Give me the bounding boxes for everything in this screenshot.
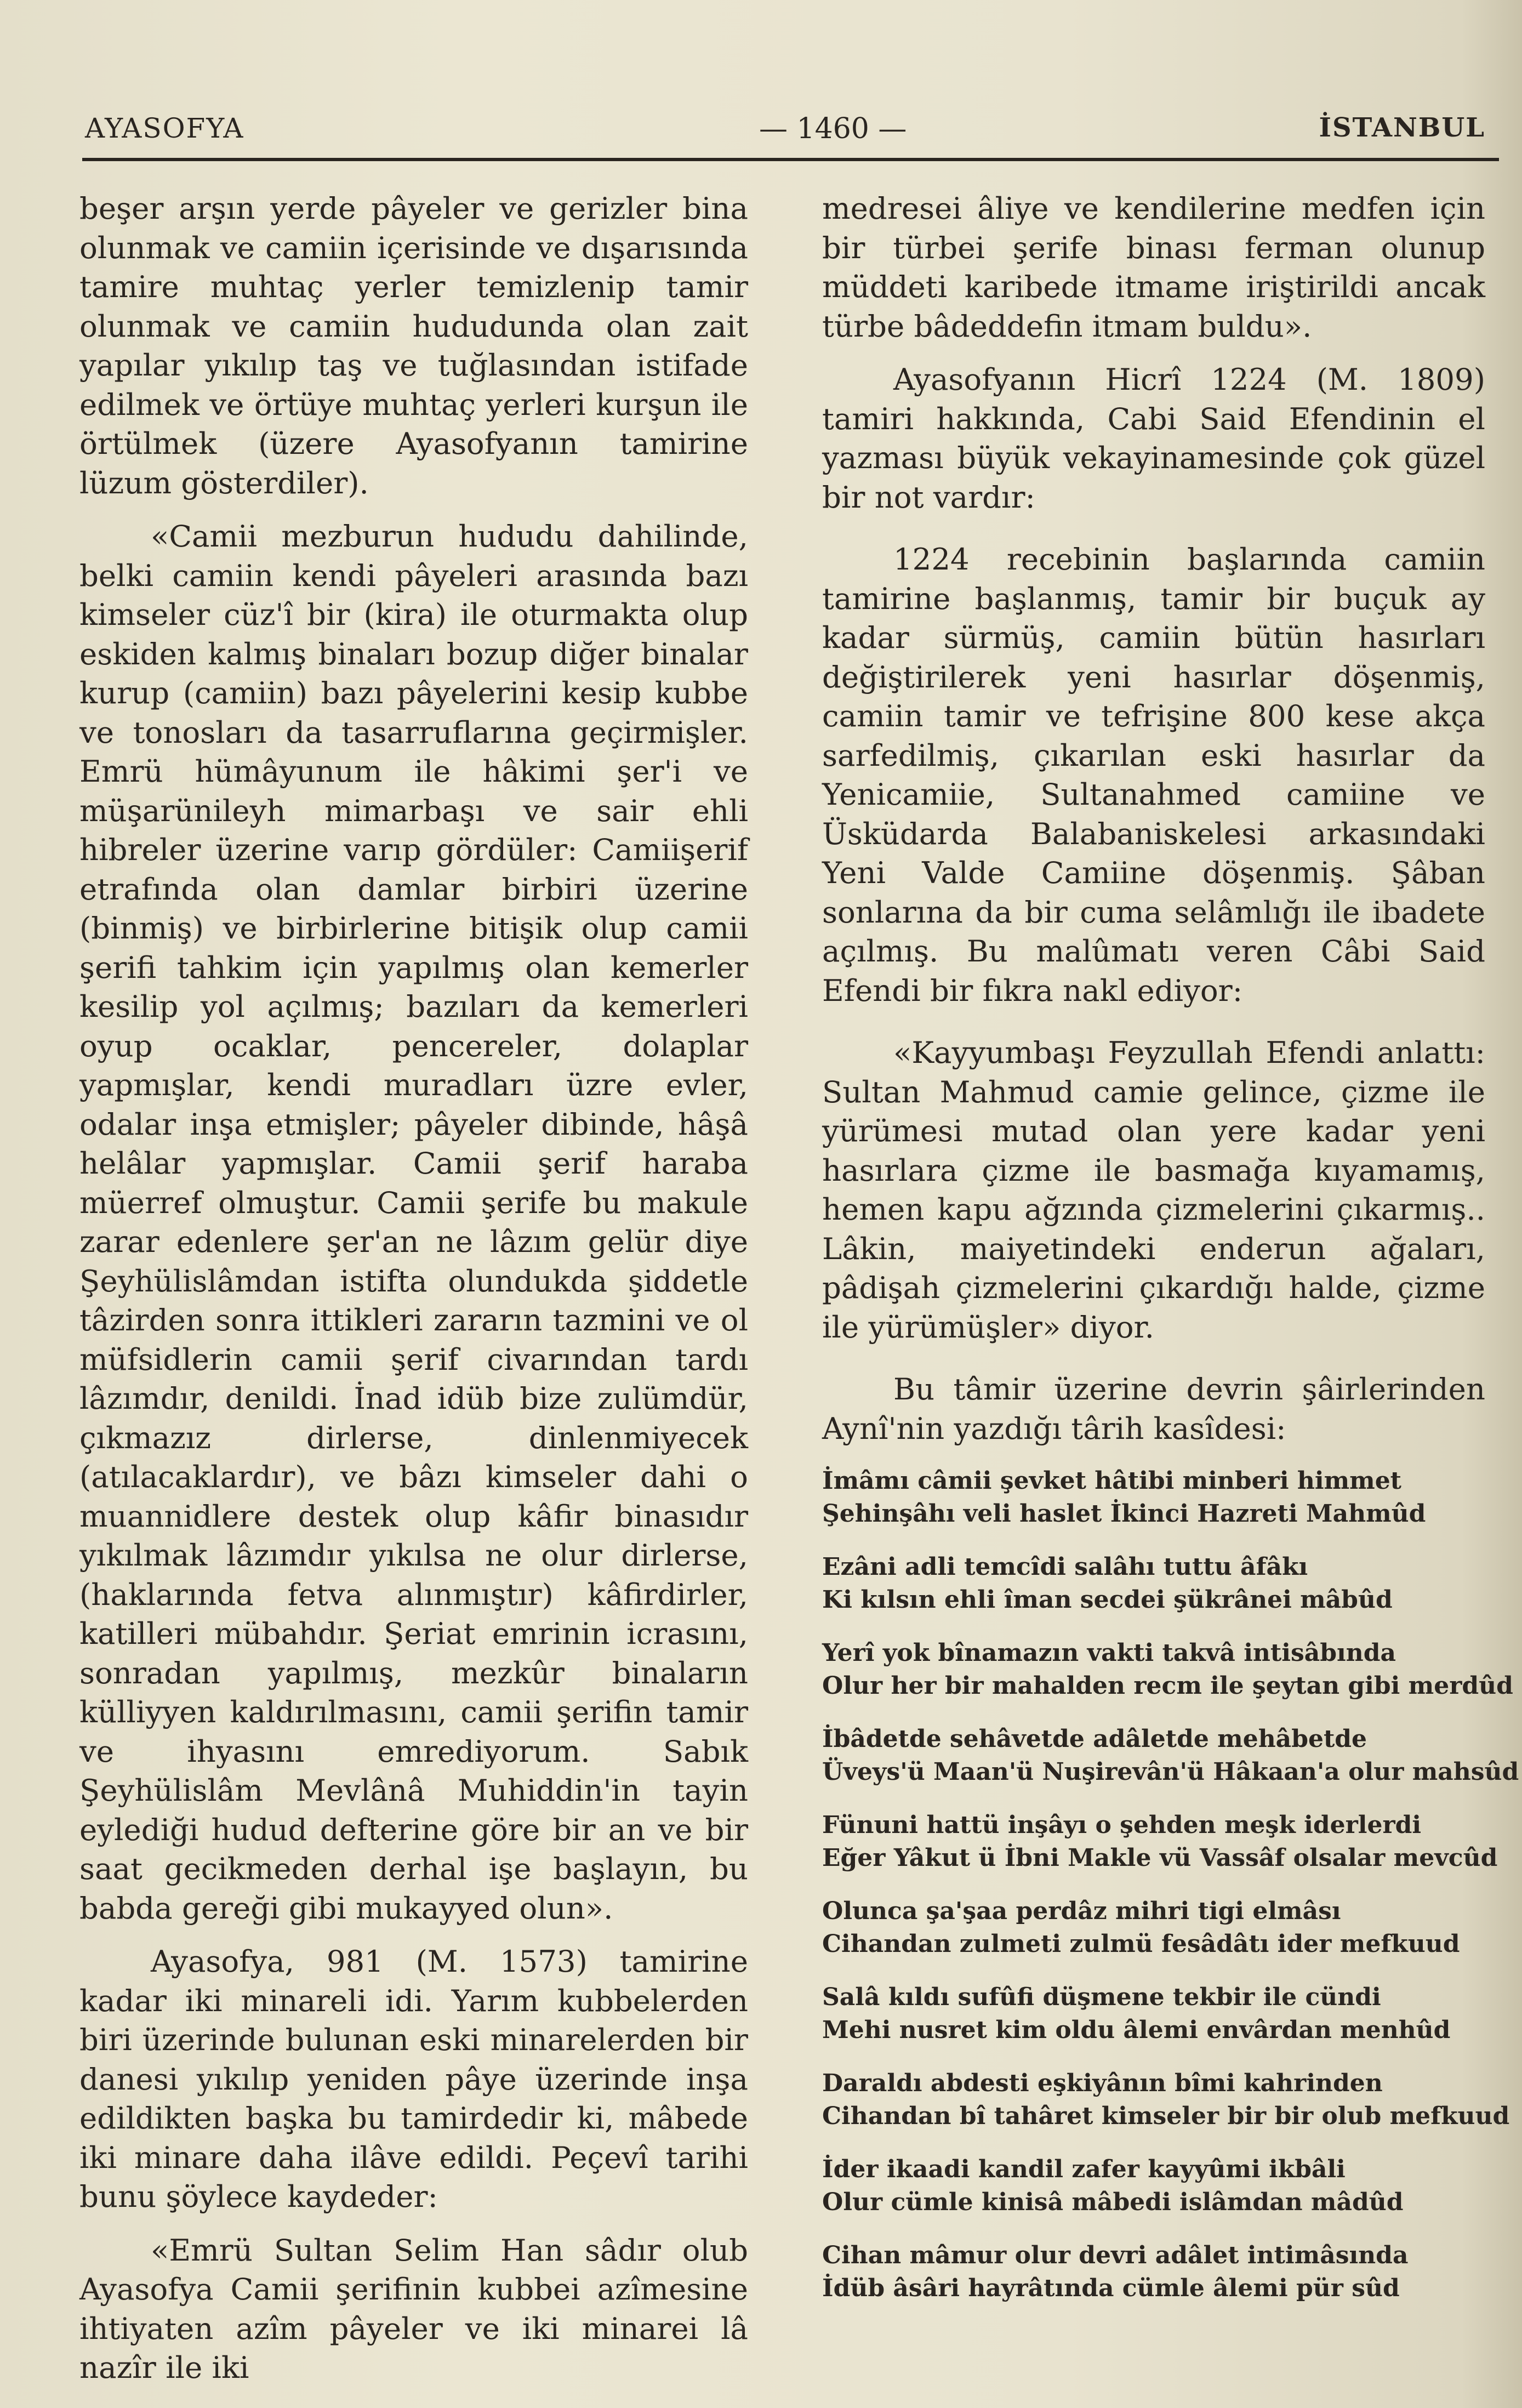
verse-line: Fünuni hattü inşâyı o şehden meşk iderlerdi (822, 1811, 1422, 1839)
verse-line: Mehi nusret kim oldu âlemi envârdan menhûd (822, 2016, 1451, 2044)
verse-line: Ezâni adli temcîdi salâhı tuttu âfâkı (822, 1553, 1308, 1581)
paragraph: Ayasofyanın Hicrî 1224 (M. 1809) tamiri hakkında, Cabi Said Efendinin el yazması büyük vekayinamesinde çok güzel bir not vardır: (822, 362, 1485, 515)
verse-line: Daraldı abdesti eşkiyânın bîmi kahrinden (822, 2069, 1383, 2097)
verse-line: Üveys'ü Maan'ü Nuşirevân'ü Hâkaan'a olur mahsûd (822, 1758, 1519, 1786)
couplet (822, 1895, 1485, 1961)
paragraph: Bu tâmir üzerine devrin şâirlerinden Aynî'nin yazdığı târih kasîdesi: (822, 1371, 1485, 1446)
verse-line: Olunca şa'şaa perdâz mihri tigi elmâsı (822, 1897, 1341, 1925)
couplet (822, 1981, 1485, 2047)
verse-line: Şehinşâhı veli haslet İkinci Hazreti Mahmûd (822, 1500, 1426, 1528)
poem (822, 1465, 1519, 2305)
couplet (822, 1465, 1485, 1530)
running-city: İSTANBUL (1319, 112, 1485, 143)
paragraph: medresei âliye ve kendilerine medfen için bir türbei şerife binası ferman olunup müddeti karibede itmame iriştirildi ancak türbe bâdeddefin itmam buldu». (822, 191, 1485, 344)
left-column (79, 189, 748, 2388)
quote-paragraph: «Kayyumbaşı Feyzullah Efendi anlattı: Sultan Mahmud camie gelince, çizme ile yürümesi mutad olan yere kadar yeni hasırlara çizme ile basmağa kıyamamış, hemen kapu ağzında çizmelerini çıkarmış.. Lâkin, maiyetindeki enderun ağaları, pâdişah çizmelerini çıkardığı halde, çizme ile yürümüşler» diyor. (822, 1035, 1485, 1345)
page-number: — 1460 — (759, 112, 907, 145)
verse-line: İder ikaadi kandil zafer kayyûmi ikbâli (822, 2155, 1346, 2183)
paragraph: «Emrü Sultan Selim Han sâdır olub Ayasofya Camii şerifinin kubbei azîmesine ihtiyaten azîm pâyeler ve iki minarei lâ nazîr ile iki (79, 2232, 748, 2385)
couplet (822, 2067, 1510, 2133)
verse-line: Cihandan zulmeti zulmü fesâdâtı ider mefkuud (822, 1930, 1460, 1958)
verse-line: Cihandan bî tahâret kimseler bir bir olub mefkuud (822, 2102, 1510, 2130)
verse-line: Cihan mâmur olur devri adâlet intimâsında (822, 2241, 1409, 2269)
verse-line: Salâ kıldı sufûfi düşmene tekbir ile cündi (822, 1983, 1381, 2011)
paragraph: 1224 recebinin başlarında camiin tamirine başlanmış, tamir bir buçuk ay kadar sürmüş, camiin bütün hasırları değiştirilerek yeni hasırlar döşenmiş, camiin tamir ve tefrişine 800 kese akça sarfedilmiş, çıkarılan eski hasırlar da Yenicamiie, Sultanahmed camiine ve Üsküdarda Balabaniskelesi arkasındaki Yeni Valde Camiine döşenmiş. Şâban sonlarına da bir cuma selâmlığı ile ibadete açılmış. Bu malûmatı veren Câbi Said Efendi bir fıkra nakl ediyor: (822, 542, 1485, 1008)
verse-line: Olur her bir mahalden recm ile şeytan gibi merdûd (822, 1672, 1513, 1700)
page-header (85, 112, 1496, 151)
verse-line: Yerî yok bînamazın vakti takvâ intisâbında (822, 1639, 1396, 1667)
verse-line: İmâmı câmii şevket hâtibi minberi himmet (822, 1467, 1402, 1495)
couplet (822, 2153, 1485, 2219)
couplet (822, 1551, 1485, 1616)
couplet (822, 1637, 1513, 1703)
header-rule (82, 158, 1499, 161)
verse-line: Eğer Yâkut ü İbni Makle vü Vassâf olsalar mevcûd (822, 1844, 1498, 1872)
right-column (822, 189, 1519, 2325)
paragraph: beşer arşın yerde pâyeler ve gerizler bina olunmak ve camiin içerisinde ve dışarısında tamire muhtaç yerler temizlenip tamir olunmak ve camiin hududunda olan zait yapılar yıkılıp taş ve tuğlasından istifade edilmek ve örtüye muhtaç yerleri kurşun ile örtülmek (üzere Ayasofyanın tamirine lüzum gösterdiler). (79, 191, 748, 500)
verse-line: İbâdetde sehâvetde adâletde mehâbetde (822, 1725, 1367, 1753)
running-title: AYASOFYA (85, 112, 244, 144)
paragraph: Ayasofya, 981 (M. 1573) tamirine kadar iki minareli idi. Yarım kubbelerden biri üzerinde bulunan eski minarelerden bir danesi yıkılıp yeniden pâye üzerinde inşa edildikten başka bu tamirdedir ki, mâbede iki minare daha ilâve edildi. Peçevî tarihi bunu şöylece kaydeder: (79, 1944, 748, 2214)
paragraph: «Camii mezburun hududu dahilinde, belki camiin kendi pâyeleri arasında bazı kimseler cüz'î bir (kira) ile oturmakta olup eskiden kalmış binaları bozup diğer binalar kurup (camiin) bazı pâyelerini kesip kubbe ve tonosları da tasarruflarına geçirmişler. Emrü hümâyunum ile hâkimi şer'i ve müşarünileyh mimarbaşı ve sair ehli hibreler üzerine varıp gördüler: Camiişerif etrafında olan damlar birbiri üzerine (binmiş) ve birbirlerine bitişik olup camii şerifi tahkim için yapılmış olan kemerler kesilip yol açılmış; bazıları da kemerleri oyup ocaklar, pencereler, dolaplar yapmışlar, kendi muradları üzre evler, odalar inşa etmişler; pâyeler dibinde, hâşâ helâlar yapmışlar. Camii şerif haraba müerref olmuştur. Camii şerife bu makule zarar edenlere şer'an ne lâzım gelür diye Şeyhülislâmdan istifta olundukda şiddetle tâzirden sonra ittikleri zararın tazmini ve ol müfsidlerin camii şerif civarından tardı lâzımdır, denildi. İnad idüb bize zulümdür, çıkmazız dirlerse, dinlenmiyecek (atılacaklardır), ve bâzı kimseler dahi o muannidlere destek olup kâfir binasıdır yıkılmak lâzımdır yıkılsa ne olur dirlerse, (haklarında fetva alınmıştır) kâfirdirler, katilleri mübahdır. Şeriat emrinin icrasını, sonradan yapılmış, mezkûr binaların külliyyen kaldırılmasını, camii şerifin tamir ve ihyasını emrediyorum. Sabık Şeyhülislâm Mevlânâ Muhiddin'in tayin eylediği hudud defterine göre bir an ve bir saat gecikmeden derhal işe başlayın, bu babda gereği gibi mukayyed olun». (79, 519, 748, 1926)
couplet (822, 2239, 1485, 2305)
verse-line: Ki kılsın ehli îman secdei şükrânei mâbûd (822, 1586, 1393, 1614)
verse-line: Olur cümle kinisâ mâbedi islâmdan mâdûd (822, 2188, 1404, 2216)
couplet (822, 1723, 1519, 1789)
verse-line: İdüb âsâri hayrâtında cümle âlemi pür sûd (822, 2274, 1400, 2302)
couplet (822, 1809, 1498, 1875)
